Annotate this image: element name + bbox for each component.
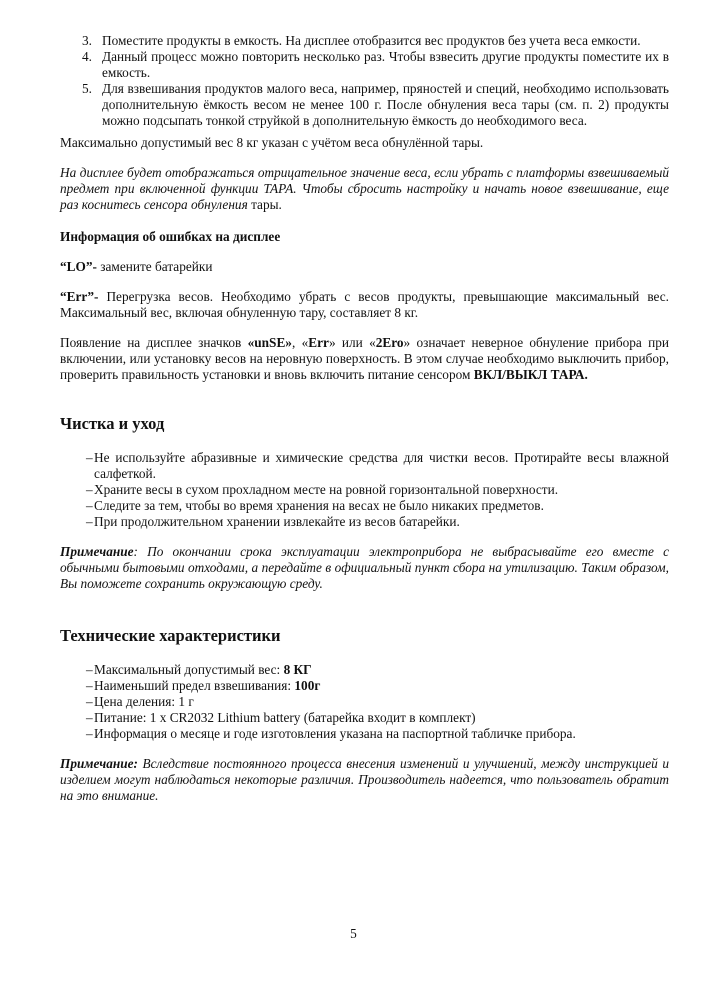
list-item — [60, 49, 669, 81]
zero-text-4: » означает неверное обнуление прибора при включении, или установку весов на неровную поверхность. В этом случае необходимо выключить прибор, проверить правильность установки и вновь включить питание сенсором — [60, 335, 669, 382]
list-item — [60, 450, 669, 482]
list-item — [60, 498, 669, 514]
list-item — [60, 710, 669, 726]
care-item-text: Следите за тем, чтобы во время хранения на весах не было никаких предметов. — [94, 498, 544, 513]
specs-note-label: Примечание: — [60, 756, 138, 771]
care-item-text: При продолжительном хранении извлекайте из весов батарейки. — [94, 514, 460, 529]
care-item-text: Храните весы в сухом прохладном месте на ровной горизонтальной поверхности. — [94, 482, 559, 497]
dash-bullet: – — [86, 514, 93, 529]
zero-text-1: Появление на дисплее значков — [60, 335, 248, 350]
step-number: 5. — [82, 81, 92, 96]
zero-text-3: » или « — [328, 335, 376, 350]
list-item — [60, 678, 669, 694]
code-err: Err — [308, 335, 329, 350]
dash-bullet: – — [86, 662, 93, 677]
zero-text-2: , « — [291, 335, 309, 350]
dash-bullet: – — [86, 694, 93, 709]
error-lo-code: “LO”- — [60, 259, 97, 274]
step-text: Поместите продукты в емкость. На дисплее отобразится вес продуктов без учета веса емкости. — [102, 33, 641, 48]
error-err — [60, 289, 669, 321]
spec-info: Информация о месяце и годе изготовления указана на паспортной табличке прибора. — [94, 726, 576, 741]
spec-power: Питание: 1 х CR2032 Lithium battery (батарейка входит в комплект) — [94, 710, 476, 725]
negative-weight-italic: На дисплее будет отображаться отрицательное значение веса, если убрать с платформы взвешиваемый предмет при включенной функции ТАРА. Чтобы сбросить настройку и начать новое взвешивание, еще раз коснитесь сенсора обнуления — [60, 165, 669, 212]
step-number: 4. — [82, 49, 92, 64]
error-err-text: Перегрузка весов. Необходимо убрать с весов продукты, превышающие максимальный вес. Максимальный вес, включая обнуленную тару, составляет 8 кг. — [60, 289, 669, 320]
list-item — [60, 514, 669, 530]
list-item — [60, 33, 669, 49]
list-item — [60, 81, 669, 129]
code-unse: «unSE» — [247, 335, 292, 350]
care-note — [60, 544, 669, 592]
list-item — [60, 662, 669, 678]
negative-weight-tail: тары. — [247, 197, 282, 212]
list-item — [60, 694, 669, 710]
dash-bullet: – — [86, 726, 93, 741]
spec-max-label: Максимальный допустимый вес: — [94, 662, 284, 677]
dash-bullet: – — [86, 498, 93, 513]
page-number: 5 — [350, 926, 357, 941]
specs-note-text: Вследствие постоянного процесса внесения изменений и улучшений, между инструкцией и изделием могут наблюдаться некоторые различия. Производитель надеется, что пользователь обратит на это внимание. — [60, 756, 669, 803]
list-item — [60, 726, 669, 742]
steps-list — [60, 33, 669, 129]
error-lo — [60, 259, 669, 275]
negative-weight-note — [60, 165, 669, 213]
errors-heading: Информация об ошибках на дисплее — [60, 229, 281, 244]
spec-division: Цена деления: 1 г — [94, 694, 194, 709]
code-2ero: 2Ero — [375, 335, 404, 350]
dash-bullet: – — [86, 450, 93, 465]
spec-min-value: 100г — [294, 678, 321, 693]
care-list — [60, 450, 669, 530]
spec-max-value: 8 КГ — [283, 662, 312, 677]
list-item — [60, 482, 669, 498]
step-text: Для взвешивания продуктов малого веса, например, пряностей и специй, необходимо использовать дополнительную ёмкость весом не менее 100 г. После обнуления веса тары (см. п. 2) продукты можно подсыпать тонкой струйкой в дополнительную ёмкость до необходимого веса. — [102, 81, 669, 128]
step-text: Данный процесс можно повторить несколько раз. Чтобы взвесить другие продукты поместите их в емкость. — [102, 49, 669, 80]
error-lo-text: замените батарейки — [96, 259, 213, 274]
max-weight-note: Максимально допустимый вес 8 кг указан с учётом веса обнулённой тары. — [60, 135, 484, 150]
error-err-code: “Err”- — [60, 289, 99, 304]
care-title: Чистка и уход — [60, 414, 165, 433]
page-content — [60, 33, 669, 804]
step-number: 3. — [82, 33, 92, 48]
care-note-text: : По окончании срока эксплуатации электроприбора не выбрасывайте его вместе с обычными бытовыми отходами, а передайте в официальный пункт сбора на утилизацию. Таким образом, Вы поможете сохранить окружающую среду. — [60, 544, 669, 591]
spec-min-label: Наименьший предел взвешивания: — [94, 678, 295, 693]
dash-bullet: – — [86, 710, 93, 725]
care-note-label: Примечание — [60, 544, 134, 559]
care-item-text: Не используйте абразивные и химические средства для чистки весов. Протирайте весы влажной салфеткой. — [94, 450, 669, 481]
specs-list — [60, 662, 669, 742]
zero-error-paragraph — [60, 335, 669, 383]
dash-bullet: – — [86, 482, 93, 497]
sensor-name: ВКЛ/ВЫКЛ ТАРА. — [473, 367, 588, 382]
specs-title: Технические характеристики — [60, 626, 281, 645]
specs-note — [60, 756, 669, 804]
dash-bullet: – — [86, 678, 93, 693]
